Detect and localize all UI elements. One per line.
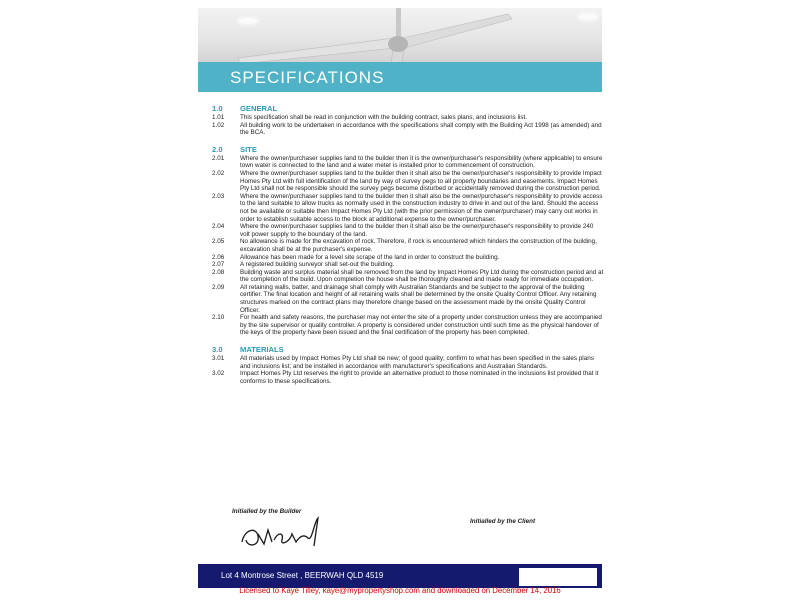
section-title: SITE <box>240 144 257 154</box>
footer-logo-box <box>518 567 598 587</box>
spec-item <box>212 238 604 253</box>
section-materials <box>212 345 604 385</box>
item-number: 2.06 <box>212 253 225 261</box>
item-number: 2.01 <box>212 154 225 162</box>
spec-item <box>212 370 604 385</box>
section-number: 2.0 <box>212 144 223 154</box>
item-text: Allowance has been made for a level site scrape of the land in order to construct the building. <box>240 253 500 261</box>
item-number: 2.05 <box>212 238 225 246</box>
item-text: No allowance is made for the excavation of rock. Therefore, if rock is encountered which hinders the construction of the building, excavation shall be at the purchaser's expense. <box>240 238 597 253</box>
section-heading <box>212 104 604 114</box>
footer-address-bar <box>198 564 602 588</box>
spec-item <box>212 155 604 170</box>
item-number: 1.01 <box>212 114 225 121</box>
item-text: A registered building surveyor shall set-out the building. <box>240 261 395 269</box>
item-number: 2.09 <box>212 283 225 291</box>
item-text: All materials used by Impact Homes Pty Ltd shall be new; of good quality; confirm to what has been specified in the sales plans and inclusions list; and be installed in accordance with manufacturer's specifications and Australian Standards. <box>240 355 594 370</box>
item-number: 2.07 <box>212 261 225 269</box>
section-title: MATERIALS <box>240 345 284 355</box>
section-heading <box>212 145 604 155</box>
spec-item <box>212 223 604 238</box>
section-title: GENERAL <box>240 104 278 113</box>
initials-area <box>198 504 602 554</box>
item-number: 2.10 <box>212 314 225 322</box>
specification-content <box>212 104 604 393</box>
item-text: For health and safety reasons, the purchaser may not enter the site of a property under construction unless they are accompanied by the site supervisor or quality controller. A property is considered under construction until such time as the physical handover of the keys of the property have been issued and the final certification of the property has been completed. <box>240 314 602 337</box>
item-text: Impact Homes Pty Ltd reserves the right to provide an alternative product to those nominated in the inclusions list provided that it conforms to these specifications. <box>240 370 599 385</box>
spec-item <box>212 269 604 284</box>
item-text: All retaining walls, batter, and drainage shall comply with Australian Standards and be subject to the approval of the building certifier. The final location and height of all retaining walls shall be determined by the onsite Quality Control Officer. Any retaining structures marked on the contract plans may therefore change based on the assessment made by the onsite Quality Control Officer. <box>240 283 597 314</box>
item-number: 3.02 <box>212 370 225 378</box>
section-general <box>212 104 604 137</box>
item-number: 2.03 <box>212 192 225 200</box>
item-text: Where the owner/purchaser supplies land to the builder then it shall also be the owner/purchaser's responsibility to provide 240 volt power supply to the boundary of the land. <box>240 223 594 238</box>
item-text: Building waste and surplus material shall be removed from the land by Impact Homes Pty Ltd during the construction period and at the completion of the build. Upon completion the house shall be thoroughly cleaned and made ready for immediate occupation. <box>240 268 604 284</box>
item-text: This specification shall be read in conjunction with the building contract, sales plans, and inclusions list. <box>240 114 528 121</box>
item-text: Where the owner/purchaser supplies land to the builder then it shall also be the owner/purchaser's responsibility to provide Impact Homes Pty Ltd with full identification of the land by way of survey pegs to all property boundaries and easements. Impact Homes Pty Ltd shall not be responsible should the survey pegs become disturbed or accidentally removed during the construction period. <box>240 169 602 193</box>
section-number: 3.0 <box>212 345 223 355</box>
item-number: 2.04 <box>212 223 225 231</box>
license-watermark: Licensed to Kaye Tilley, kaye@mypropertyshop.com and downloaded on December 14, 2016 <box>239 586 561 595</box>
property-address: Lot 4 Montrose Street , BEERWAH QLD 4519 <box>221 571 384 580</box>
spec-item <box>212 314 604 337</box>
spec-item <box>212 355 604 370</box>
item-text: All building work to be undertaken in accordance with the specifications shall comply with the Building Act 1998 (as amended) and the BCA. <box>240 121 602 137</box>
spec-item <box>212 254 604 262</box>
item-text: Where the owner/purchaser supplies land to the builder then it shall also be the owner/purchaser's responsibility to provide access to the land suitable to allow trucks as normally used in the construction industry to drive in and out of the land. Should the access not be available or suitable then Impact Homes Pty Ltd (with the prior permission of the owner/purchaser) may carry out works in order to establish suitable access to the block at additional expense to the owner/purchaser. <box>240 192 603 223</box>
section-site <box>212 145 604 337</box>
spec-item <box>212 261 604 269</box>
builder-initials-label: Initialled by the Builder <box>232 508 302 515</box>
builder-signature <box>238 512 328 552</box>
spec-item <box>212 122 604 137</box>
page-title: SPECIFICATIONS <box>230 68 385 87</box>
item-number: 3.01 <box>212 355 225 363</box>
client-initials-label: Initialled by the Client <box>470 518 536 525</box>
item-number: 2.08 <box>212 268 225 276</box>
spec-item <box>212 114 604 122</box>
spec-item <box>212 193 604 223</box>
section-number: 1.0 <box>212 104 223 113</box>
section-heading <box>212 345 604 355</box>
item-number: 1.02 <box>212 121 225 129</box>
item-text: Where the owner/purchaser supplies land to the builder then it is the owner/purchaser's responsibility (where applicable) to ensure town water is connected to the land and a water meter is installed prior to commencement of construction. <box>240 154 603 170</box>
header-banner <box>198 8 602 92</box>
spec-item <box>212 170 604 193</box>
item-number: 2.02 <box>212 169 225 177</box>
spec-item <box>212 284 604 314</box>
